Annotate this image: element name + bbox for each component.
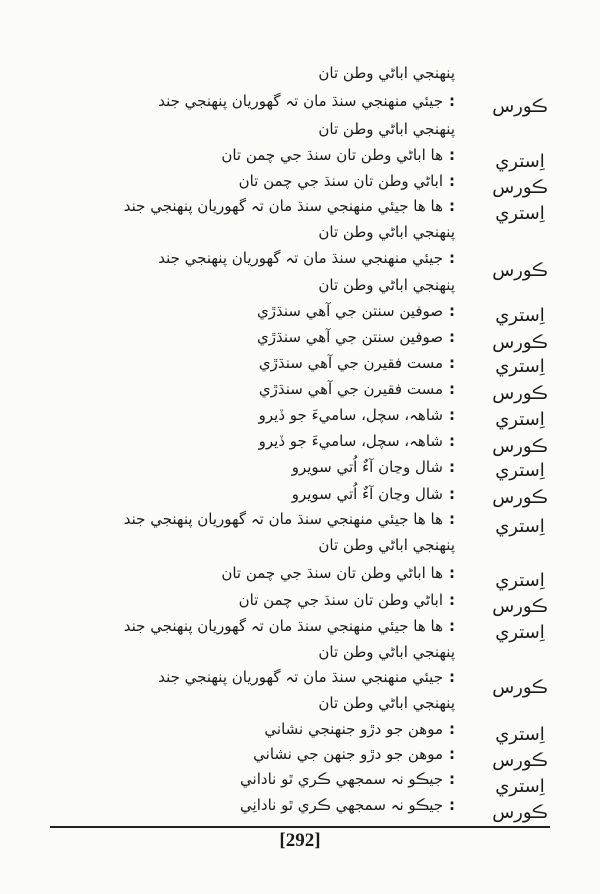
verse-line: :ها ها جيئي منهنجي سنڌ مان تہ گهوريان پنهنجي جند: [123, 617, 455, 635]
speaker-female: اِستري: [495, 724, 545, 745]
verse-line: پنهنجي اباڻي وطن تان: [318, 276, 455, 294]
verse-line: :شال وڃان آءٌ اُتي سويرو: [291, 458, 455, 476]
verse-line: :شاهہ، سچل، ساميءَ جو ڏيرو: [258, 406, 455, 424]
footer-rule: [50, 826, 550, 828]
verse-line: :اباڻي وطن تان سنڌ جي چمن تان: [238, 172, 455, 190]
verse-line: :اباڻي وطن تان سنڌ جي چمن تان: [238, 591, 455, 609]
verse-line: :ها ها جيئي منهنجي سنڌ مان تہ گهوريان پنهنجي جند: [123, 510, 455, 528]
speaker-female: اِستري: [495, 516, 545, 537]
verse-line: :شاهہ، سچل، ساميءَ جو ڏيرو: [258, 432, 455, 450]
page-number: [292]: [279, 830, 321, 851]
verse-line: :صوفين سنتن جي آهي سنڌڙي: [256, 302, 455, 320]
speaker-female: اِستري: [495, 305, 545, 326]
speaker-chorus: ڪورس: [492, 96, 548, 117]
speaker-female: اِستري: [495, 151, 545, 172]
speaker-chorus: ڪورس: [492, 750, 548, 771]
verse-line: :جيڪو نہ سمجهي ڪري ٿو نادانِي: [240, 796, 455, 814]
verse-line: پنهنجي اباڻي وطن تان: [318, 223, 455, 241]
speaker-chorus: ڪورس: [492, 260, 548, 281]
speaker-chorus: ڪورس: [492, 436, 548, 457]
speaker-chorus: ڪورس: [492, 383, 548, 404]
speaker-chorus: ڪورس: [492, 596, 548, 617]
verse-line: :موهن جو دڙو جنهن جي نشاني: [253, 745, 455, 763]
verse-line: :جيئي منهنجي سنڌ مان تہ گهوريان پنهنجي جند: [158, 668, 455, 686]
verse-line: :جيڪو نہ سمجهي ڪري ٿو ناداني: [240, 770, 455, 788]
verse-line: پنهنجي اباڻي وطن تان: [318, 64, 455, 82]
verse-line: :موهن جو دڙو جنهنجي نشاني: [264, 720, 455, 738]
speaker-female: اِستري: [495, 570, 545, 591]
speaker-chorus: ڪورس: [492, 177, 548, 198]
speaker-female: اِستري: [495, 409, 545, 430]
verse-line: :ها اباڻي وطن تان سنڌ جي چمن تان: [221, 146, 455, 164]
verse-line: :جيئي منهنجي سنڌ مان تہ گهوريان پنهنجي جند: [158, 92, 455, 110]
speaker-female: اِستري: [495, 356, 545, 377]
verse-line: :ها ها جيئي منهنجي سنڌ مان تہ گهوريان پنهنجي جند: [123, 197, 455, 215]
verse-line: :مست فقيرن جي آهي سنڌڙي: [258, 380, 455, 398]
verse-line: :جيئي منهنجي سنڌ مان تہ گهوريان پنهنجي جند: [158, 249, 455, 267]
verse-line: :مست فقيرن جي آهي سنڌڙي: [258, 354, 455, 372]
verse-line: پنهنجي اباڻي وطن تان: [318, 694, 455, 712]
verse-line: پنهنجي اباڻي وطن تان: [318, 536, 455, 554]
speaker-female: اِستري: [495, 203, 545, 224]
speaker-chorus: ڪورس: [492, 487, 548, 508]
speaker-female: اِستري: [495, 460, 545, 481]
speaker-chorus: ڪورس: [492, 677, 548, 698]
verse-line: :شال وڃان آءٌ اُتي سويرو: [291, 485, 455, 503]
verse-line: :صوفين سنتن جي آهي سنڌڙي: [256, 328, 455, 346]
speaker-chorus: ڪورس: [492, 802, 548, 823]
speaker-female: اِستري: [495, 622, 545, 643]
speaker-chorus: ڪورس: [492, 332, 548, 353]
verse-line: :ها اباڻي وطن تان سنڌ جي چمن تان: [221, 564, 455, 582]
verse-line: پنهنجي اباڻي وطن تان: [318, 643, 455, 661]
verse-line: پنهنجي اباڻي وطن تان: [318, 120, 455, 138]
speaker-female: اِستري: [495, 776, 545, 797]
